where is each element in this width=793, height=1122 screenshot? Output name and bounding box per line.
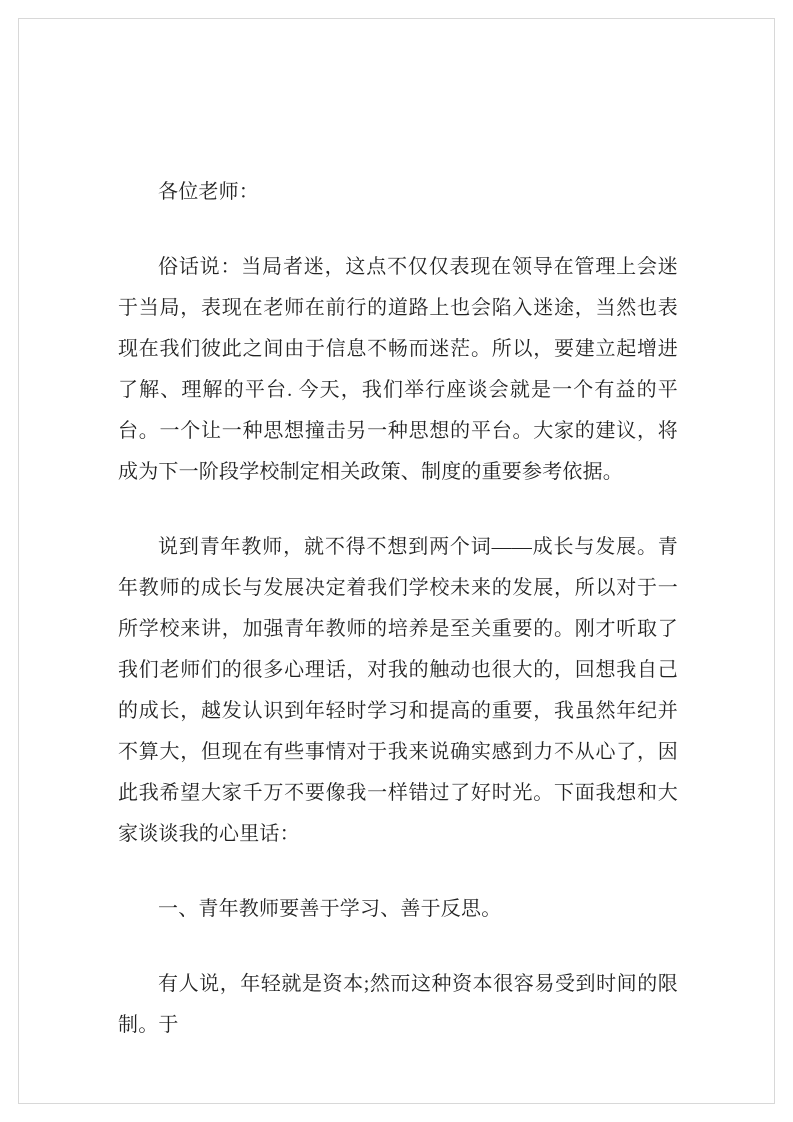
paragraph-salutation: 各位老师：	[158, 181, 259, 203]
paragraph-growth-and-development: 说到青年教师，就不得不想到两个词——成长与发展。青年教师的成长与发展决定着我们学校未来的发展，所以对于一所学校来讲，加强青年教师的培养是至关重要的。刚才听取了我们老师们的很多心理话，对我的触动也很大的，回想我自己的成长，越发认识到年轻时学习和提高的重要，我虽然年纪并不算大，但现在有些事情对于我来说确实感到力不从心了，因此我希望大家千万不要像我一样错过了好时光。下面我想和大家谈谈我的心里话：	[118, 536, 678, 845]
paragraph-opening-remarks: 俗话说：当局者迷，这点不仅仅表现在领导在管理上会迷于当局，表现在老师在前行的道路上也会陷入迷途，当然也表现在我们彼此之间由于信息不畅而迷茫。所以，要建立起增进了解、理解的平台. 今天，我们举行座谈会就是一个有益的平台。一个让一种思想撞击另一种思想的平台。大家的建议，将成为下一阶段学校制定相关政策、制度的重要参考依据。	[118, 256, 678, 483]
paragraph-section-one-body: 有人说，年轻就是资本;然而这种资本很容易受到时间的限制。于	[118, 973, 678, 1036]
document-body	[118, 172, 678, 1046]
paragraph-section-one-heading: 一、青年教师要善于学习、善于反思。	[158, 898, 502, 920]
